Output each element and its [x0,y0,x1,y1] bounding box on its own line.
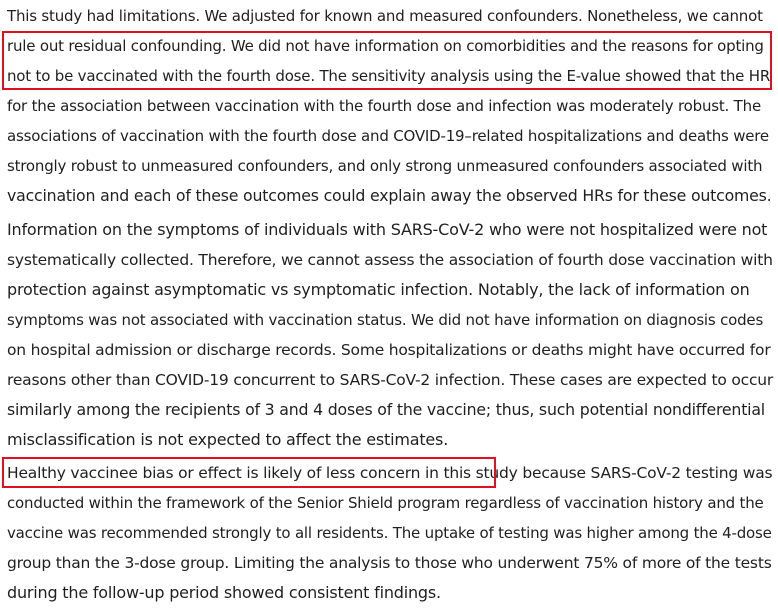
text-line: not to be vaccinated with the fourth dose. The sensitivity analysis using the E-value showed that the HR [7,67,771,85]
text-line: systematically collected. Therefore, we cannot assess the association of fourth dose vaccination with [7,251,773,269]
text-line: conducted within the framework of the Senior Shield program regardless of vaccination history and the [7,494,764,512]
text-line: group than the 3-dose group. Limiting the analysis to those who underwent 75% of more of the tests [7,554,772,572]
text-line: misclassification is not expected to affect the estimates. [7,430,449,449]
text-line: on hospital admission or discharge records. Some hospitalizations or deaths might have occurred for [7,341,771,359]
text-line: This study had limitations. We adjusted for known and measured confounders. Nonetheless, we cannot [7,7,763,25]
text-line: rule out residual confounding. We did not have information on comorbidities and the reasons for opting [7,37,764,55]
text-line: protection against asymptomatic vs symptomatic infection. Notably, the lack of information on [7,280,750,299]
text-line: during the follow-up period showed consistent findings. [7,583,441,602]
text-line: associations of vaccination with the fourth dose and COVID-19–related hospitalizations and deaths were [7,127,769,145]
text-line: for the association between vaccination with the fourth dose and infection was moderately robust. The [7,97,761,115]
text-line: Healthy vaccinee bias or effect is likely of less concern in this study because SARS-CoV-2 testing was [7,464,773,482]
text-line: vaccination and each of these outcomes could explain away the observed HRs for these outcomes. [7,186,772,205]
text-line: similarly among the recipients of 3 and 4 doses of the vaccine; thus, such potential nondifferential [7,400,765,419]
text-line: symptoms was not associated with vaccination status. We did not have information on diagnosis codes [7,311,764,329]
text-line: strongly robust to unmeasured confounders, and only strong unmeasured confounders associated with [7,157,763,175]
text-line: vaccine was recommended strongly to all residents. The uptake of testing was higher among the 4-dose [7,524,772,542]
text-line: reasons other than COVID-19 concurrent to SARS-CoV-2 infection. These cases are expected to occur [7,371,774,389]
text-line: Information on the symptoms of individuals with SARS-CoV-2 who were not hospitalized were not [7,220,768,239]
